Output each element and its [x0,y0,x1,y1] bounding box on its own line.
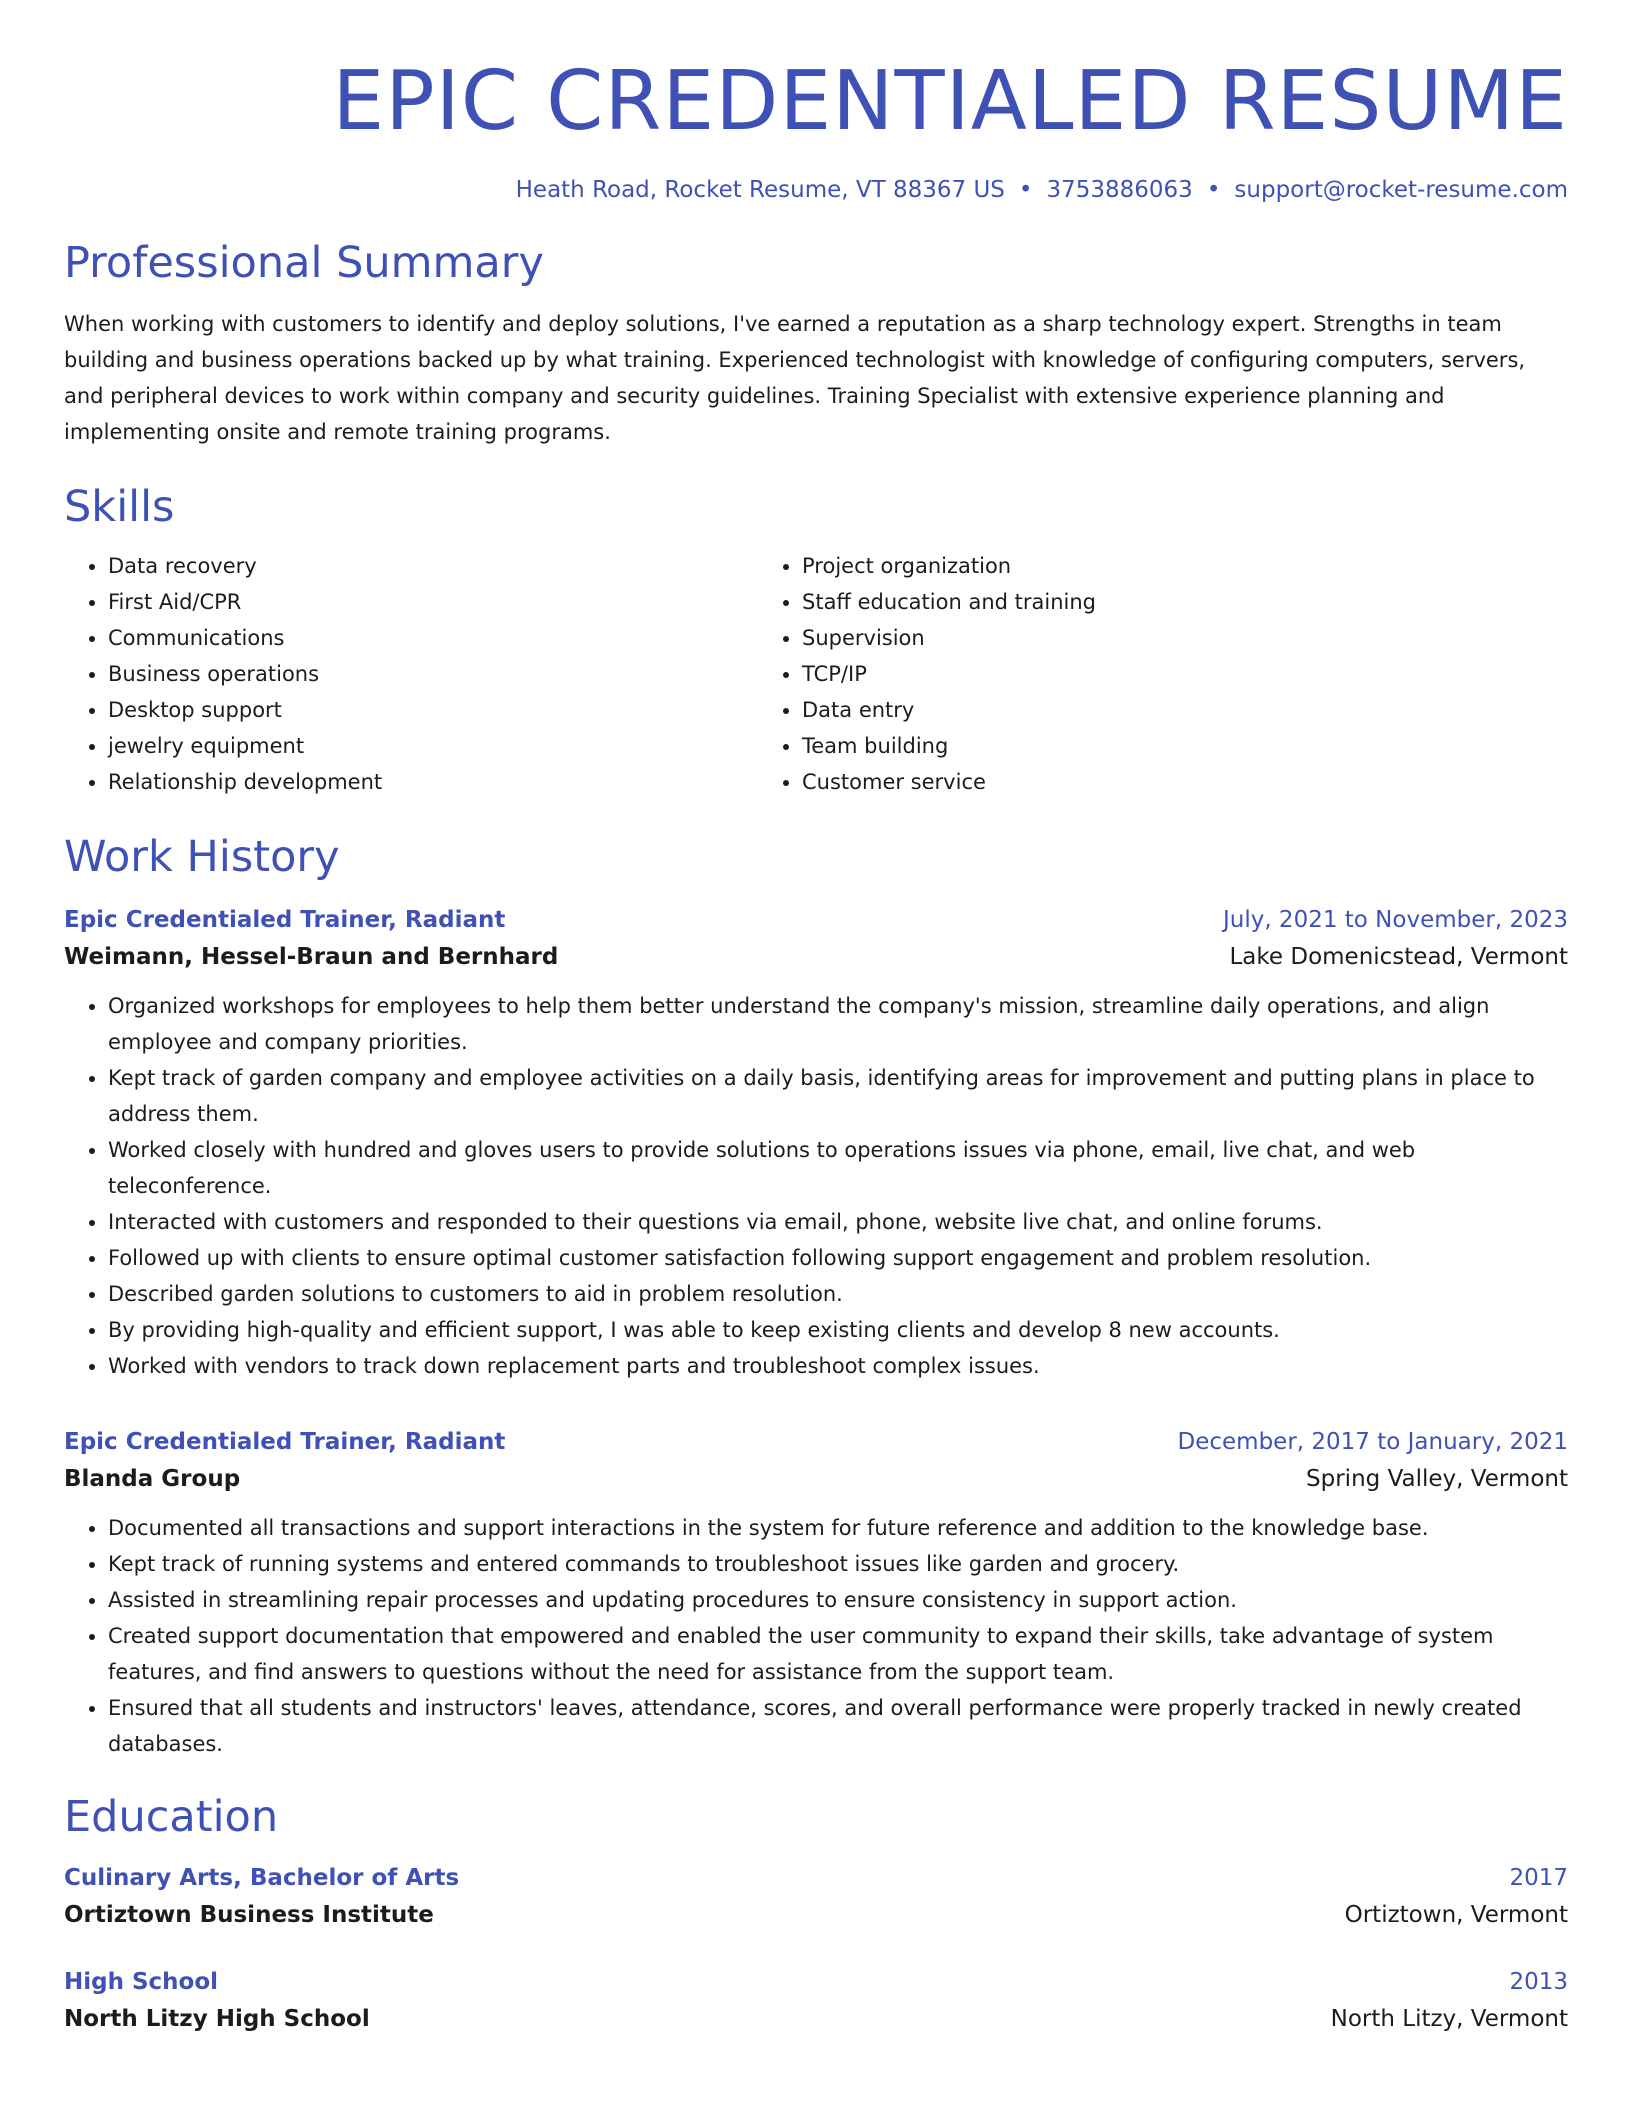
contact-line [64,174,1568,206]
job-header-row [64,1424,1568,1460]
job-bullet: • Kept track of running systems and entered commands to troubleshoot issues like garden and grocery. [108,1546,1568,1582]
skill-item: • First Aid/CPR [108,584,758,620]
job-employer: Weimann, Hessel-Braun and Bernhard [64,944,559,970]
job-bullet: • Assisted in streamlining repair processes and updating procedures to ensure consistency in support action. [108,1582,1568,1618]
skill-item: • Team building [802,728,1096,764]
section-title-education: Education [64,1792,279,1842]
section-title-work-history: Work History [64,832,340,882]
skill-item: • jewelry equipment [108,728,758,764]
skill-item: • Project organization [802,548,1096,584]
job-role: Epic Credentialed Trainer, Radiant [64,907,506,933]
job-bullet: • Worked closely with hundred and gloves users to provide solutions to operations issues via phone, email, live chat, and web teleconference. [108,1132,1568,1204]
job-location: Spring Valley, Vermont [1306,1466,1568,1492]
job-entry [64,1424,1568,1762]
job-bullet: • Organized workshops for employees to help them better understand the company's mission, streamline daily operations, and align employee and company priorities. [108,988,1568,1060]
job-dates: December, 2017 to January, 2021 [1177,1429,1568,1455]
job-bullet: • Followed up with clients to ensure optimal customer satisfaction following support engagement and problem resolution. [108,1240,1568,1276]
skill-item: • Data entry [802,692,1096,728]
job-bullet: • Created support documentation that empowered and enabled the user community to expand their skills, take advantage of system features, and find answers to questions without the need for assistance from the support team. [108,1618,1568,1690]
skills-list [64,548,1568,800]
job-bullet: • Documented all transactions and support interactions in the system for future reference and addition to the knowledge base. [108,1510,1568,1546]
job-entry [64,902,1568,1384]
job-employer-row [64,938,1568,976]
job-bullet: • Worked with vendors to track down replacement parts and troubleshoot complex issues. [108,1348,1568,1384]
job-bullet: • Kept track of garden company and employee activities on a daily basis, identifying areas for improvement and putting plans in place to address them. [108,1060,1568,1132]
education-degree: Culinary Arts, Bachelor of Arts [64,1865,460,1891]
contact-separator: • [1018,177,1033,203]
skill-item: • Desktop support [108,692,758,728]
education-header-row [64,1964,1568,2000]
job-bullets [64,988,1568,1384]
education-school-row [64,1896,1568,1934]
skill-item: • Business operations [108,656,758,692]
education-header-row [64,1860,1568,1896]
education-year: 2013 [1509,1969,1568,1995]
summary-text: When working with customers to identify and deploy solutions, I've earned a reputation as a sharp technology expert. Strengths in team building and business operations backed up by what training. Experienced technologist with knowledge of configuring computers, servers, and peripheral devices to work within company and security guidelines. Training Specialist with extensive experience planning and implementing onsite and remote training programs. [64,312,1526,444]
job-bullet: • Ensured that all students and instructors' leaves, attendance, scores, and overall performance were properly tracked in newly created databases. [108,1690,1568,1762]
section-title-skills: Skills [64,482,175,532]
job-bullet: • Described garden solutions to customers to aid in problem resolution. [108,1276,1568,1312]
section-title-summary: Professional Summary [64,238,544,288]
skill-item: • Staff education and training [802,584,1096,620]
job-dates: July, 2021 to November, 2023 [1222,907,1568,933]
job-bullets [64,1510,1568,1762]
skill-item: • Customer service [802,764,1096,800]
contact-email: support@rocket-resume.com [1234,177,1568,203]
education-school: Ortiztown Business Institute [64,1902,434,1928]
contact-phone: 3753886063 [1046,177,1193,203]
job-role: Epic Credentialed Trainer, Radiant [64,1429,506,1455]
contact-separator: • [1206,177,1221,203]
resume-name: EPIC CREDENTIALED RESUME [332,54,1568,149]
job-header-row [64,902,1568,938]
job-employer: Blanda Group [64,1466,241,1492]
resume-header [64,52,1568,206]
skill-item: • Supervision [802,620,1096,656]
skill-item: • Relationship development [108,764,758,800]
skill-item: • Communications [108,620,758,656]
skill-item: • Data recovery [108,548,758,584]
job-bullet: • By providing high-quality and efficient support, I was able to keep existing clients and develop 8 new accounts. [108,1312,1568,1348]
job-employer-row [64,1460,1568,1498]
job-location: Lake Domenicstead, Vermont [1229,944,1568,970]
contact-address: Heath Road, Rocket Resume, VT 88367 US [515,177,1005,203]
skills-column-right [758,548,1096,800]
skill-item: • TCP/IP [802,656,1096,692]
education-school: North Litzy High School [64,2006,370,2032]
education-location: Ortiztown, Vermont [1344,1902,1568,1928]
education-school-row [64,2000,1568,2038]
education-location: North Litzy, Vermont [1330,2006,1568,2032]
skills-column-left [64,548,758,800]
education-entry [64,1964,1568,2038]
education-year: 2017 [1509,1865,1568,1891]
education-degree: High School [64,1969,219,1995]
job-bullet: • Interacted with customers and responded to their questions via email, phone, website live chat, and online forums. [108,1204,1568,1240]
education-entry [64,1860,1568,1934]
